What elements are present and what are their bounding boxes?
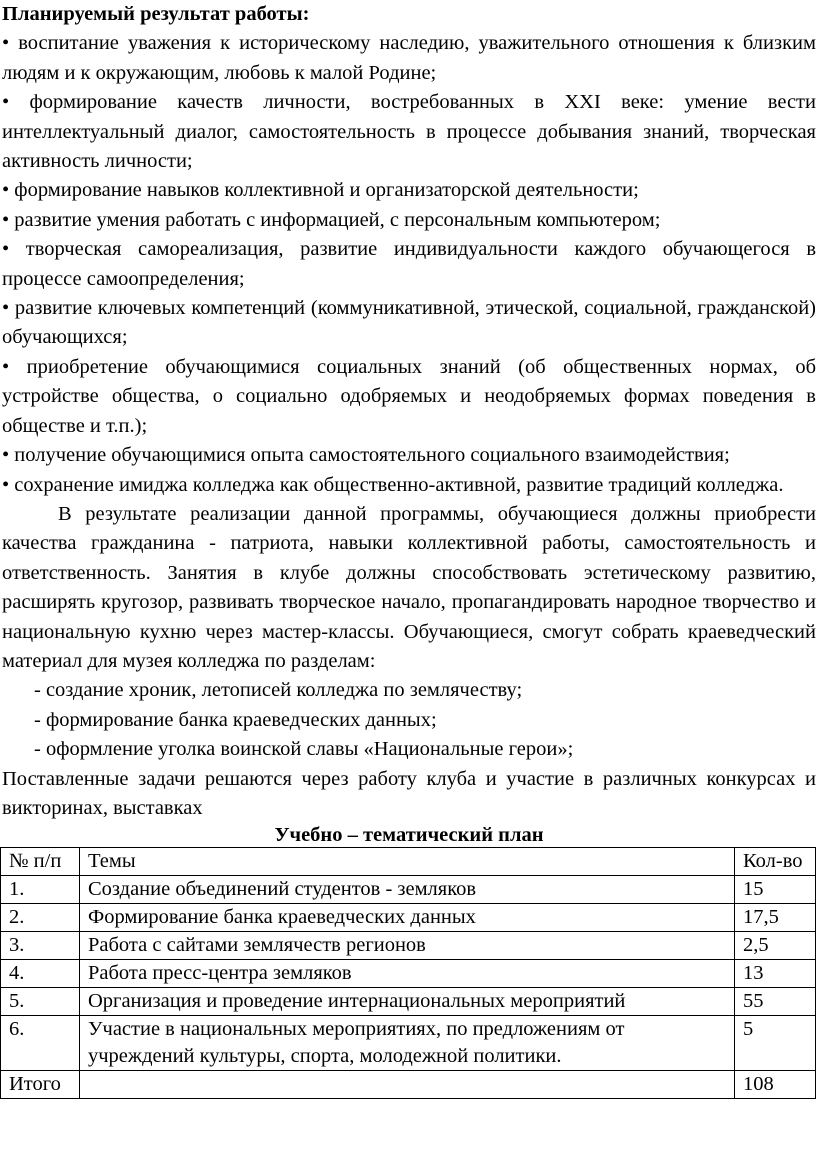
result-paragraph: В результате реализации данной программы, обучающиеся должны приобрести качества гражданина - патриота, навыки коллективной работы, самостоятельность и ответственность. Занятия в клубе должны способствовать эстетическому развитию, расширять кругозор, развивать творческое начало, пропагандировать народное творчество и национальную кухню через мастер-классы. Обучающиеся, смогут собрать краеведческий материал для музея колледжа по разделам:: [2, 502, 816, 672]
result-bullet: • приобретение обучающимися социальных знаний (об общественных нормах, об устройстве общества, о социально одобряемых и неодобряемых формах поведения в обществе и т.п.);: [2, 355, 816, 437]
table-header-row: [1, 848, 816, 876]
row-number: 2.: [1, 904, 80, 932]
header-topics: Темы: [80, 848, 735, 876]
row-topic: Работа с сайтами землячеств регионов: [80, 932, 735, 960]
total-empty-cell: [80, 1071, 735, 1099]
row-number: 3.: [1, 932, 80, 960]
table-row: [1, 932, 816, 960]
result-bullet: • сохранение имиджа колледжа как общественно-активной, развитие традиций колледжа.: [2, 473, 784, 496]
results-list: [0, 29, 816, 500]
row-count: 2,5: [735, 932, 816, 960]
row-count: 5: [735, 1016, 816, 1071]
total-count: 108: [735, 1071, 816, 1099]
row-count: 13: [735, 960, 816, 988]
header-count: Кол-во: [735, 848, 816, 876]
table-row: [1, 960, 816, 988]
thematic-plan-table: [0, 847, 816, 1099]
result-bullet: • формирование навыков коллективной и организаторской деятельности;: [2, 179, 639, 202]
result-bullet: • получение обучающимися опыта самостоятельного социального взаимодействия;: [2, 444, 730, 467]
row-topic: Создание объединений студентов - земляков: [80, 876, 735, 904]
museum-sections-list: [0, 676, 816, 764]
total-label: Итого: [1, 1071, 80, 1099]
row-number: 4.: [1, 960, 80, 988]
table-row: [1, 876, 816, 904]
closing-paragraph: Поставленные задачи решаются через работу клуба и участие в различных конкурсах и викторинах, выставках: [2, 767, 816, 819]
result-bullet: • развитие ключевых компетенций (коммуникативной, этической, социальной, гражданской) обучающихся;: [2, 297, 816, 349]
row-count: 55: [735, 988, 816, 1016]
row-count: 15: [735, 876, 816, 904]
museum-section-item: - оформление уголка воинской славы «Национальные герои»;: [34, 738, 574, 761]
row-count: 17,5: [735, 904, 816, 932]
table-row: [1, 904, 816, 932]
museum-section-item: - формирование банка краеведческих данных;: [34, 708, 437, 731]
result-bullet: • формирование качеств личности, востребованных в XXI веке: умение вести интеллектуальный диалог, самостоятельность в процессе добывания знаний, творческая активность личности;: [2, 91, 816, 173]
section-heading: Планируемый результат работы:: [2, 3, 310, 25]
row-number: 6.: [1, 1016, 80, 1071]
table-total-row: [1, 1071, 816, 1099]
row-number: 1.: [1, 876, 80, 904]
table-caption: Учебно – тематический план: [274, 824, 544, 847]
result-bullet: • воспитание уважения к историческому наследию, уважительного отношения к близким людям и к окружающим, любовь к малой Родине;: [2, 32, 816, 84]
header-number: № п/п: [1, 848, 80, 876]
museum-section-item: - создание хроник, летописей колледжа по землячеству;: [34, 679, 523, 702]
row-topic: Организация и проведение интернациональных мероприятий: [80, 988, 735, 1016]
table-row: [1, 1016, 816, 1071]
row-topic: Участие в национальных мероприятиях, по предложениям от учреждений культуры, спорта, молодежной политики.: [80, 1016, 735, 1071]
result-bullet: • развитие умения работать с информацией, с персональным компьютером;: [2, 208, 661, 231]
result-bullet: • творческая самореализация, развитие индивидуальности каждого обучающегося в процессе самоопределения;: [2, 238, 816, 290]
row-number: 5.: [1, 988, 80, 1016]
table-row: [1, 988, 816, 1016]
row-topic: Формирование банка краеведческих данных: [80, 904, 735, 932]
row-topic: Работа пресс-центра земляков: [80, 960, 735, 988]
